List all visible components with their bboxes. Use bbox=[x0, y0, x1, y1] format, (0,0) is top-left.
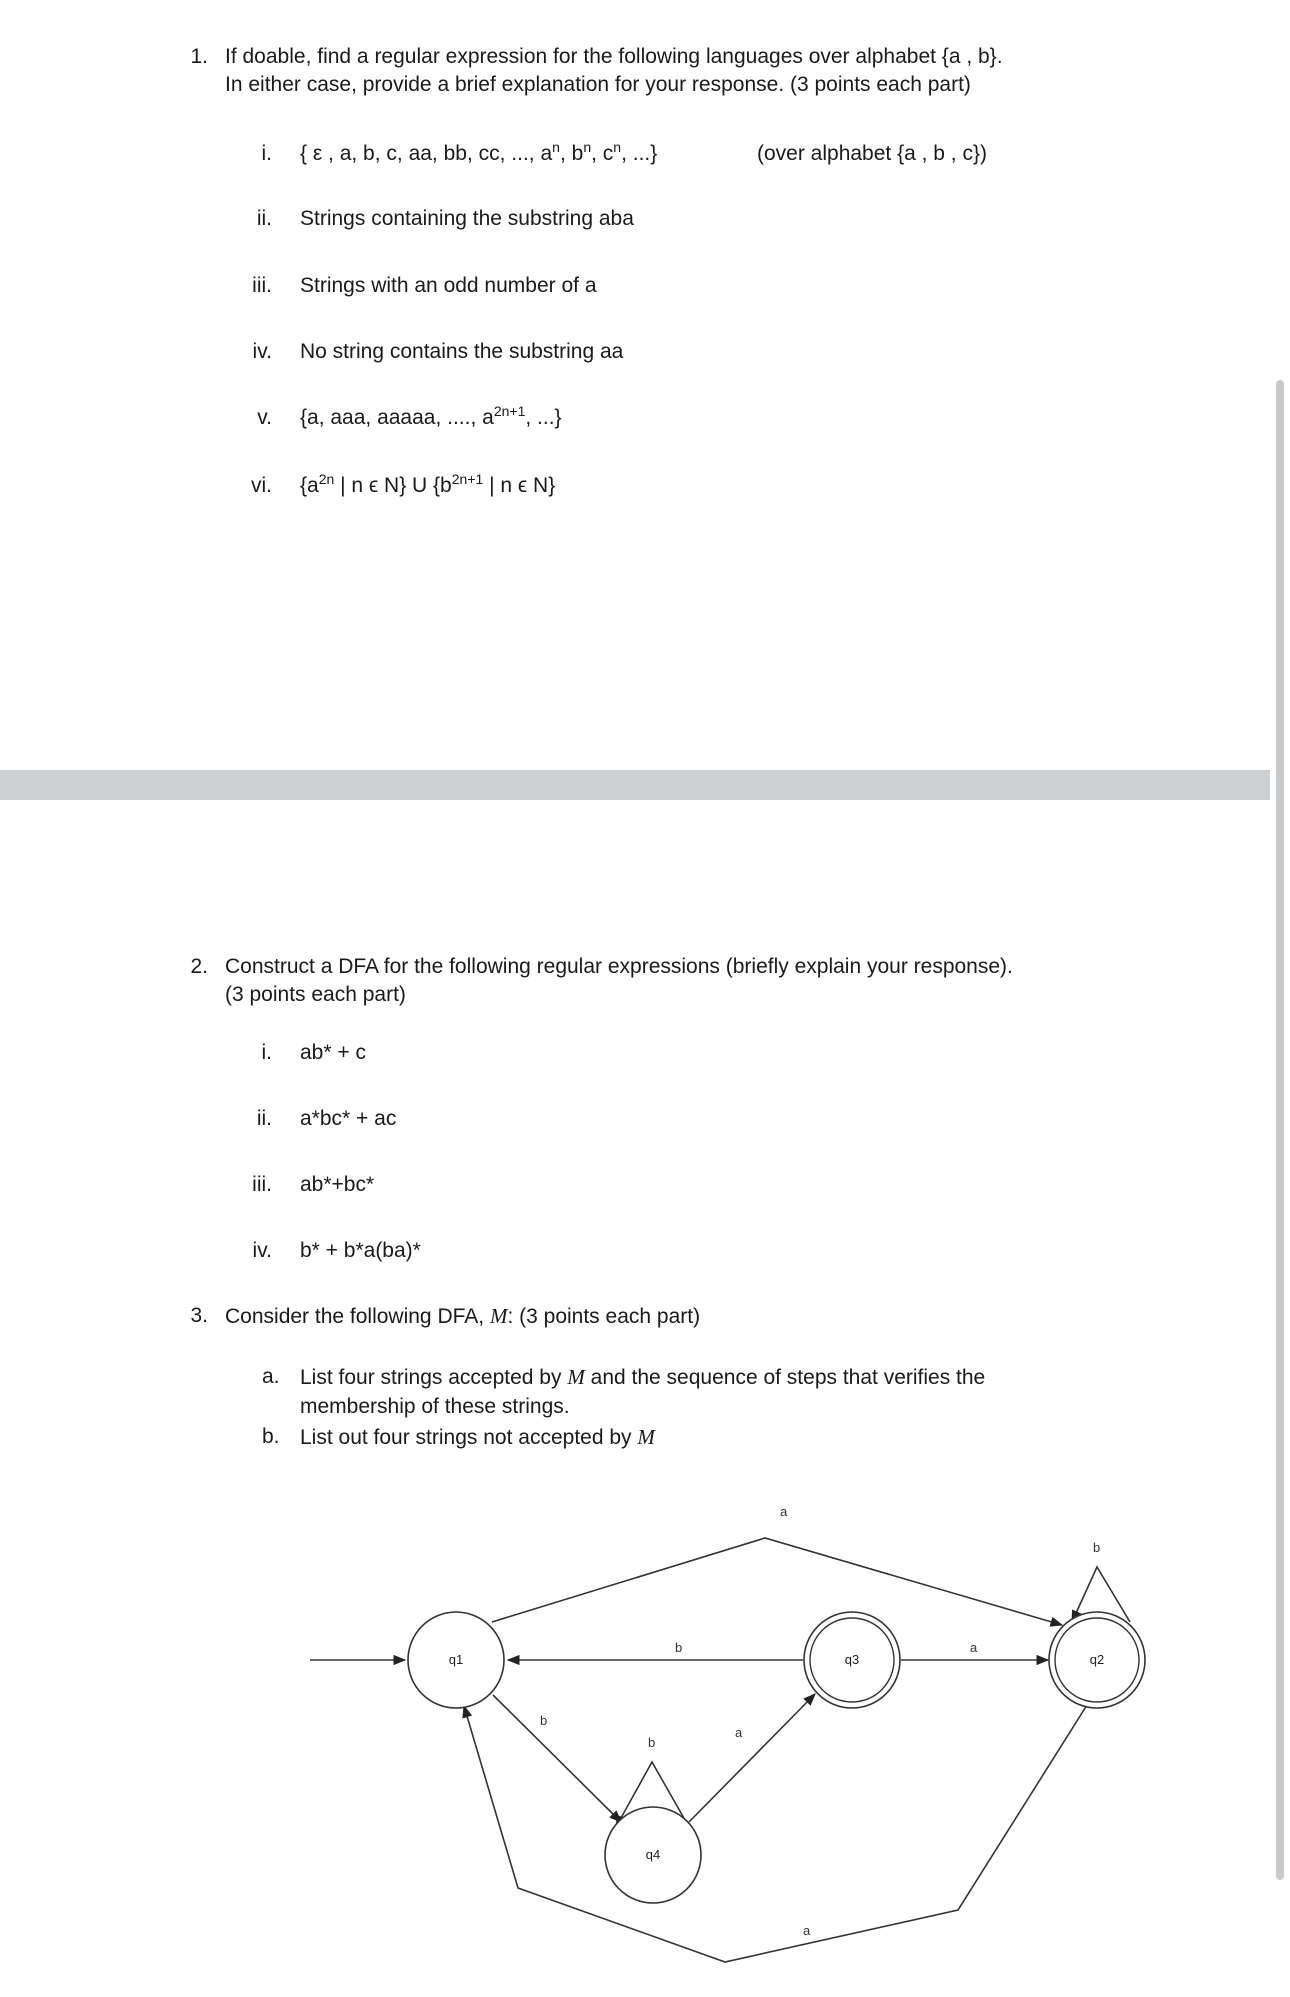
state-q4 bbox=[605, 1807, 701, 1903]
question-2-line-1: Construct a DFA for the following regular expressions (briefly explain your response). bbox=[225, 955, 1013, 978]
state-q1 bbox=[408, 1612, 504, 1708]
item-roman: vi. bbox=[251, 474, 272, 497]
edge-q1-q4 bbox=[493, 1695, 621, 1822]
part-text: List four strings accepted by M and the sequence of steps that verifies the bbox=[300, 1365, 986, 1389]
edge-label-q3-q2: a bbox=[970, 1640, 978, 1655]
vertical-scrollbar[interactable] bbox=[1270, 0, 1290, 1997]
question-3-number: 3. bbox=[190, 1304, 208, 1327]
edge-label-q2-loop: b bbox=[1093, 1540, 1101, 1555]
item-text: {$a^{2n}$ | n ϵ N} U {$b^{2n+1}$ | n ϵ N} bbox=[300, 471, 556, 497]
edge-label-q4-loop: b bbox=[648, 1735, 656, 1750]
item-note: (over alphabet {a , b , c}) bbox=[757, 142, 987, 165]
question-1-line-2: In either case, provide a brief explanation for your response. (3 points each part) bbox=[225, 73, 971, 96]
item-text: ab*+bc* bbox=[300, 1173, 375, 1196]
part-letter: a. bbox=[262, 1365, 280, 1388]
item-roman: iv. bbox=[252, 1239, 272, 1262]
part-letter: b. bbox=[262, 1425, 280, 1448]
question-2-number: 2. bbox=[190, 955, 208, 978]
edge-label-q3-q1: b bbox=[675, 1640, 683, 1655]
svg-text:q2: q2 bbox=[1089, 1652, 1105, 1667]
item-text: {a, aaa, aaaaa, ...., $a^{2n+1}$, ...} bbox=[300, 403, 562, 429]
item-roman: v. bbox=[257, 406, 272, 429]
item-text: b* + b*a(ba)* bbox=[300, 1239, 421, 1262]
item-roman: iii. bbox=[252, 1173, 272, 1196]
item-roman: iv. bbox=[252, 340, 272, 363]
svg-text:q3: q3 bbox=[844, 1652, 860, 1667]
item-roman: ii. bbox=[256, 207, 272, 230]
part-text-line-2: membership of these strings. bbox=[300, 1395, 570, 1418]
edge-label-q4-q3: a bbox=[735, 1725, 743, 1740]
state-q3 bbox=[804, 1612, 900, 1708]
state-q2 bbox=[1049, 1612, 1145, 1708]
item-roman: ii. bbox=[256, 1107, 272, 1130]
scrollbar-thumb[interactable] bbox=[1276, 380, 1284, 1880]
svg-text:q4: q4 bbox=[645, 1847, 661, 1862]
edge-q4-q3 bbox=[689, 1694, 815, 1822]
edge-q2-q1 bbox=[464, 1705, 1087, 1962]
edge-q1-q2 bbox=[492, 1538, 1062, 1625]
question-3-line: Consider the following DFA, M: (3 points each part) bbox=[225, 1304, 701, 1328]
item-roman: iii. bbox=[252, 274, 272, 297]
item-roman: i. bbox=[261, 142, 272, 165]
svg-text:q1: q1 bbox=[448, 1652, 464, 1667]
edge-label-q1-q2: a bbox=[780, 1504, 788, 1519]
item-text: Strings containing the substring aba bbox=[300, 207, 634, 230]
item-text: No string contains the substring aa bbox=[300, 340, 624, 363]
item-text: { ε , a, b, c, aa, bb, cc, ..., $a^n$, $b^n$, $c^n$, ...} bbox=[300, 139, 658, 165]
question-2-line-2: (3 points each part) bbox=[225, 983, 406, 1006]
part-text: List out four strings not accepted by M bbox=[300, 1425, 655, 1449]
edge-label-q1-q4: b bbox=[540, 1713, 548, 1728]
edge-label-q2-q1: a bbox=[803, 1923, 811, 1938]
item-roman: i. bbox=[261, 1041, 272, 1064]
question-1-number: 1. bbox=[190, 45, 208, 68]
item-text: ab* + c bbox=[300, 1041, 366, 1064]
question-1-line-1: If doable, find a regular expression for the following languages over alphabet {a , b}. bbox=[225, 45, 1003, 68]
item-text: Strings with an odd number of a bbox=[300, 274, 597, 297]
item-text: a*bc* + ac bbox=[300, 1107, 397, 1130]
